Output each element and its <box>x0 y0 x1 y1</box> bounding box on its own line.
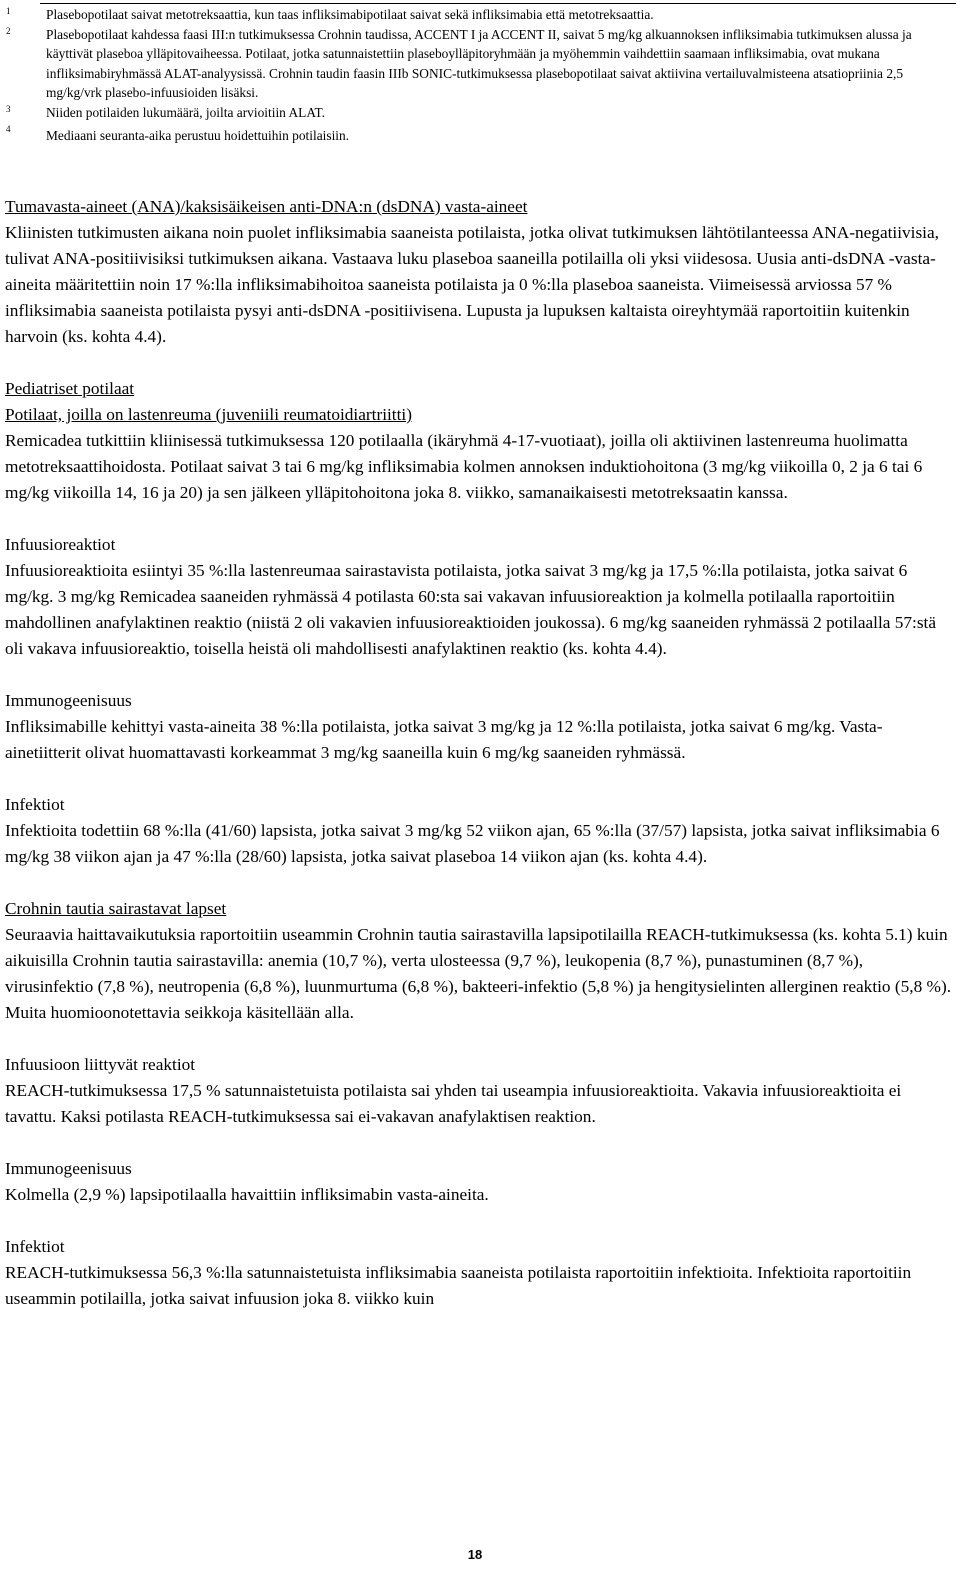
section-crohn-children <box>5 896 955 1026</box>
subsection-heading: Infektiot <box>5 1237 65 1256</box>
footnote-3 <box>6 103 956 123</box>
subsection-heading: Infektiot <box>5 795 65 814</box>
section-heading: Tumavasta-aineet (ANA)/kaksisäikeisen anti-DNA:n (dsDNA) vasta-aineet <box>5 197 528 216</box>
footnote-number: 4 <box>6 123 11 134</box>
paragraph: Kolmella (2,9 %) lapsipotilaalla havaittiin infliksimabin vasta-aineita. <box>5 1185 489 1204</box>
section-infections-reach <box>5 1234 955 1312</box>
paragraph: Infektioita todettiin 68 %:lla (41/60) lapsista, jotka saivat 3 mg/kg 52 viikon ajan, 65 %:lla (37/57) lapsista, jotka saivat infliksimabia 6 mg/kg 38 viikon ajan ja 47 %:lla (28/60) lapsista, jotka saivat plaseboa 14 viikon ajan (ks. kohta 4.4). <box>5 821 940 866</box>
section-pediatric-jra <box>5 376 955 506</box>
footnote-text: Mediaani seuranta-aika perustuu hoidettuihin potilaisiin. <box>46 127 350 143</box>
section-immunogenicity-reach <box>5 1156 955 1208</box>
paragraph: REACH-tutkimuksessa 17,5 % satunnaistetuista potilaista sai yhden tai useampia infuusioreaktioita. Vakavia infuusioreaktioita ei tavattu. Kaksi potilasta REACH-tutkimuksessa sai ei-vakavan anafylaktisen reaktion. <box>5 1081 902 1126</box>
footnote-4 <box>6 123 956 146</box>
paragraph: Remicadea tutkittiin kliinisessä tutkimuksessa 120 potilaalla (ikäryhmä 4-17-vuotiaat), joilla oli aktiivinen lastenreuma huolimatta metotreksaattihoidosta. Potilaat saivat 3 tai 6 mg/kg infliksimabia kolmen annoksen induktiohoitona (3 mg/kg viikoilla 0, 2 ja 6 tai 6 mg/kg viikoilla 14, 16 ja 20) ja sen jälkeen ylläpitohoitona joka 8. viikko, samanaikaisesti metotreksaatin kanssa. <box>5 431 923 502</box>
footnote-2 <box>6 25 956 103</box>
subsection-heading: Infuusioreaktiot <box>5 535 116 554</box>
section-heading: Crohnin tautia sairastavat lapset <box>5 899 227 918</box>
footnote-number: 1 <box>6 6 11 16</box>
footnote-number: 3 <box>6 103 11 114</box>
footnote-text: Niiden potilaiden lukumäärä, joilta arvioitiin ALAT. <box>46 104 326 120</box>
subsection-heading: Immunogeenisuus <box>5 1159 132 1178</box>
footnote-text: Plasebopotilaat kahdessa faasi III:n tutkimuksessa Crohnin taudissa, ACCENT I ja ACCENT II, saivat 5 mg/kg alkuannoksen infliksimabia tutkimuksen alussa ja käyttivät plaseboa ylläpitovaiheessa. Potilaat, jotka satunnaistettiin plaseboylläpitoryhmään ja myöhemmin vaihdettiin saamaan infliksimabia, ovat mukana infliksimabiryhmässä ALAT-analyysissä. Crohnin taudin faasin IIIb SONIC-tutkimuksessa plasebopotilaat saivat aktiivina vertailuvalmisteena atsatiopriinia 2,5 mg/kg/vrk plasebo-infuusioiden lisäksi. <box>46 26 912 101</box>
footnote-1 <box>6 5 956 25</box>
section-infections-jra <box>5 792 955 870</box>
paragraph: Infuusioreaktioita esiintyi 35 %:lla lastenreumaa sairastavista potilaista, jotka saivat 3 mg/kg ja 17,5 %:lla potilaista, jotka saivat 6 mg/kg. 3 mg/kg Remicadea saaneiden ryhmässä 4 potilasta 60:sta sai vakavan infuusioreaktion ja kolmella potilaalla raportoitiin mahdollinen anafylaktinen reaktio (niistä 2 oli vakavien infuusioreaktioiden joukossa). 6 mg/kg saaneiden ryhmässä 2 potilaalla 57:stä oli vakava infuusioreaktio, toisella heistä oli mahdollisesti anafylaktinen reaktio (ks. kohta 4.4). <box>5 561 937 658</box>
section-immunogenicity-jra <box>5 688 955 766</box>
section-heading: Pediatriset potilaat <box>5 379 135 398</box>
footnotes <box>6 5 956 145</box>
section-infusion-reactions-jra <box>5 532 955 662</box>
paragraph: Infliksimabille kehittyi vasta-aineita 38 %:lla potilaista, jotka saivat 3 mg/kg ja 12 %:lla potilaista, jotka saivat 6 mg/kg. Vasta-ainetiitterit olivat huomattavasti korkeammat 3 mg/kg saaneilla kuin 6 mg/kg saaneiden ryhmässä. <box>5 717 883 762</box>
footnote-separator-line <box>40 3 956 4</box>
subsection-heading: Infuusioon liittyvät reaktiot <box>5 1055 196 1074</box>
paragraph: Seuraavia haittavaikutuksia raportoitiin useammin Crohnin tautia sairastavilla lapsipotilailla REACH-tutkimuksessa (ks. kohta 5.1) kuin aikuisilla Crohnin tautia sairastavilla: anemia (10,7 %), verta ulosteessa (9,7 %), leukopenia (8,7 %), punastuminen (8,7 %), virusinfektio (7,8 %), neutropenia (6,8 %), luunmurtuma (6,8 %), bakteeri-infektio (5,8 %) ja hengitysielinten allerginen reaktio (5,8 %). Muita huomioonotettavia seikkoja käsitellään alla. <box>5 925 952 1022</box>
section-infusion-reactions-reach <box>5 1052 955 1130</box>
page-number: 18 <box>467 1547 483 1562</box>
footnote-text: Plasebopotilaat saivat metotreksaattia, kun taas infliksimabipotilaat saivat sekä infliksimabia että metotreksaattia. <box>46 7 654 22</box>
section-ana-antibodies <box>5 194 955 350</box>
footnote-number: 2 <box>6 25 11 36</box>
paragraph: Kliinisten tutkimusten aikana noin puolet infliksimabia saaneista potilaista, jotka olivat tutkimuksen lähtötilanteessa ANA-negatiivisia, tulivat ANA-positiivisiksi tutkimuksen aikana. Vastaava luku plaseboa saaneilla potilailla oli yksi viidesosa. Uusia anti-dsDNA -vasta-aineita määritettiin noin 17 %:lla infliksimabihoitoa saaneista potilaista ja 0 %:lla plaseboa saaneista. Viimeisessä arviossa 57 % infliksimabia saaneista potilaista pysyi anti-dsDNA -positiivisena. Lupusta ja lupuksen kaltaista oireyhtymää raportoitiin kuitenkin harvoin (ks. kohta 4.4). <box>5 223 939 346</box>
section-subheading: Potilaat, joilla on lastenreuma (juveniili reumatoidiartriitti) <box>5 405 412 424</box>
paragraph: REACH-tutkimuksessa 56,3 %:lla satunnaistetuista infliksimabia saaneista potilaista raportoitiin infektioita. Infektioita raportoitiin useammin potilailla, jotka saivat infuusion joka 8. viikko kuin <box>5 1263 912 1308</box>
document-body <box>5 194 955 1338</box>
subsection-heading: Immunogeenisuus <box>5 691 132 710</box>
